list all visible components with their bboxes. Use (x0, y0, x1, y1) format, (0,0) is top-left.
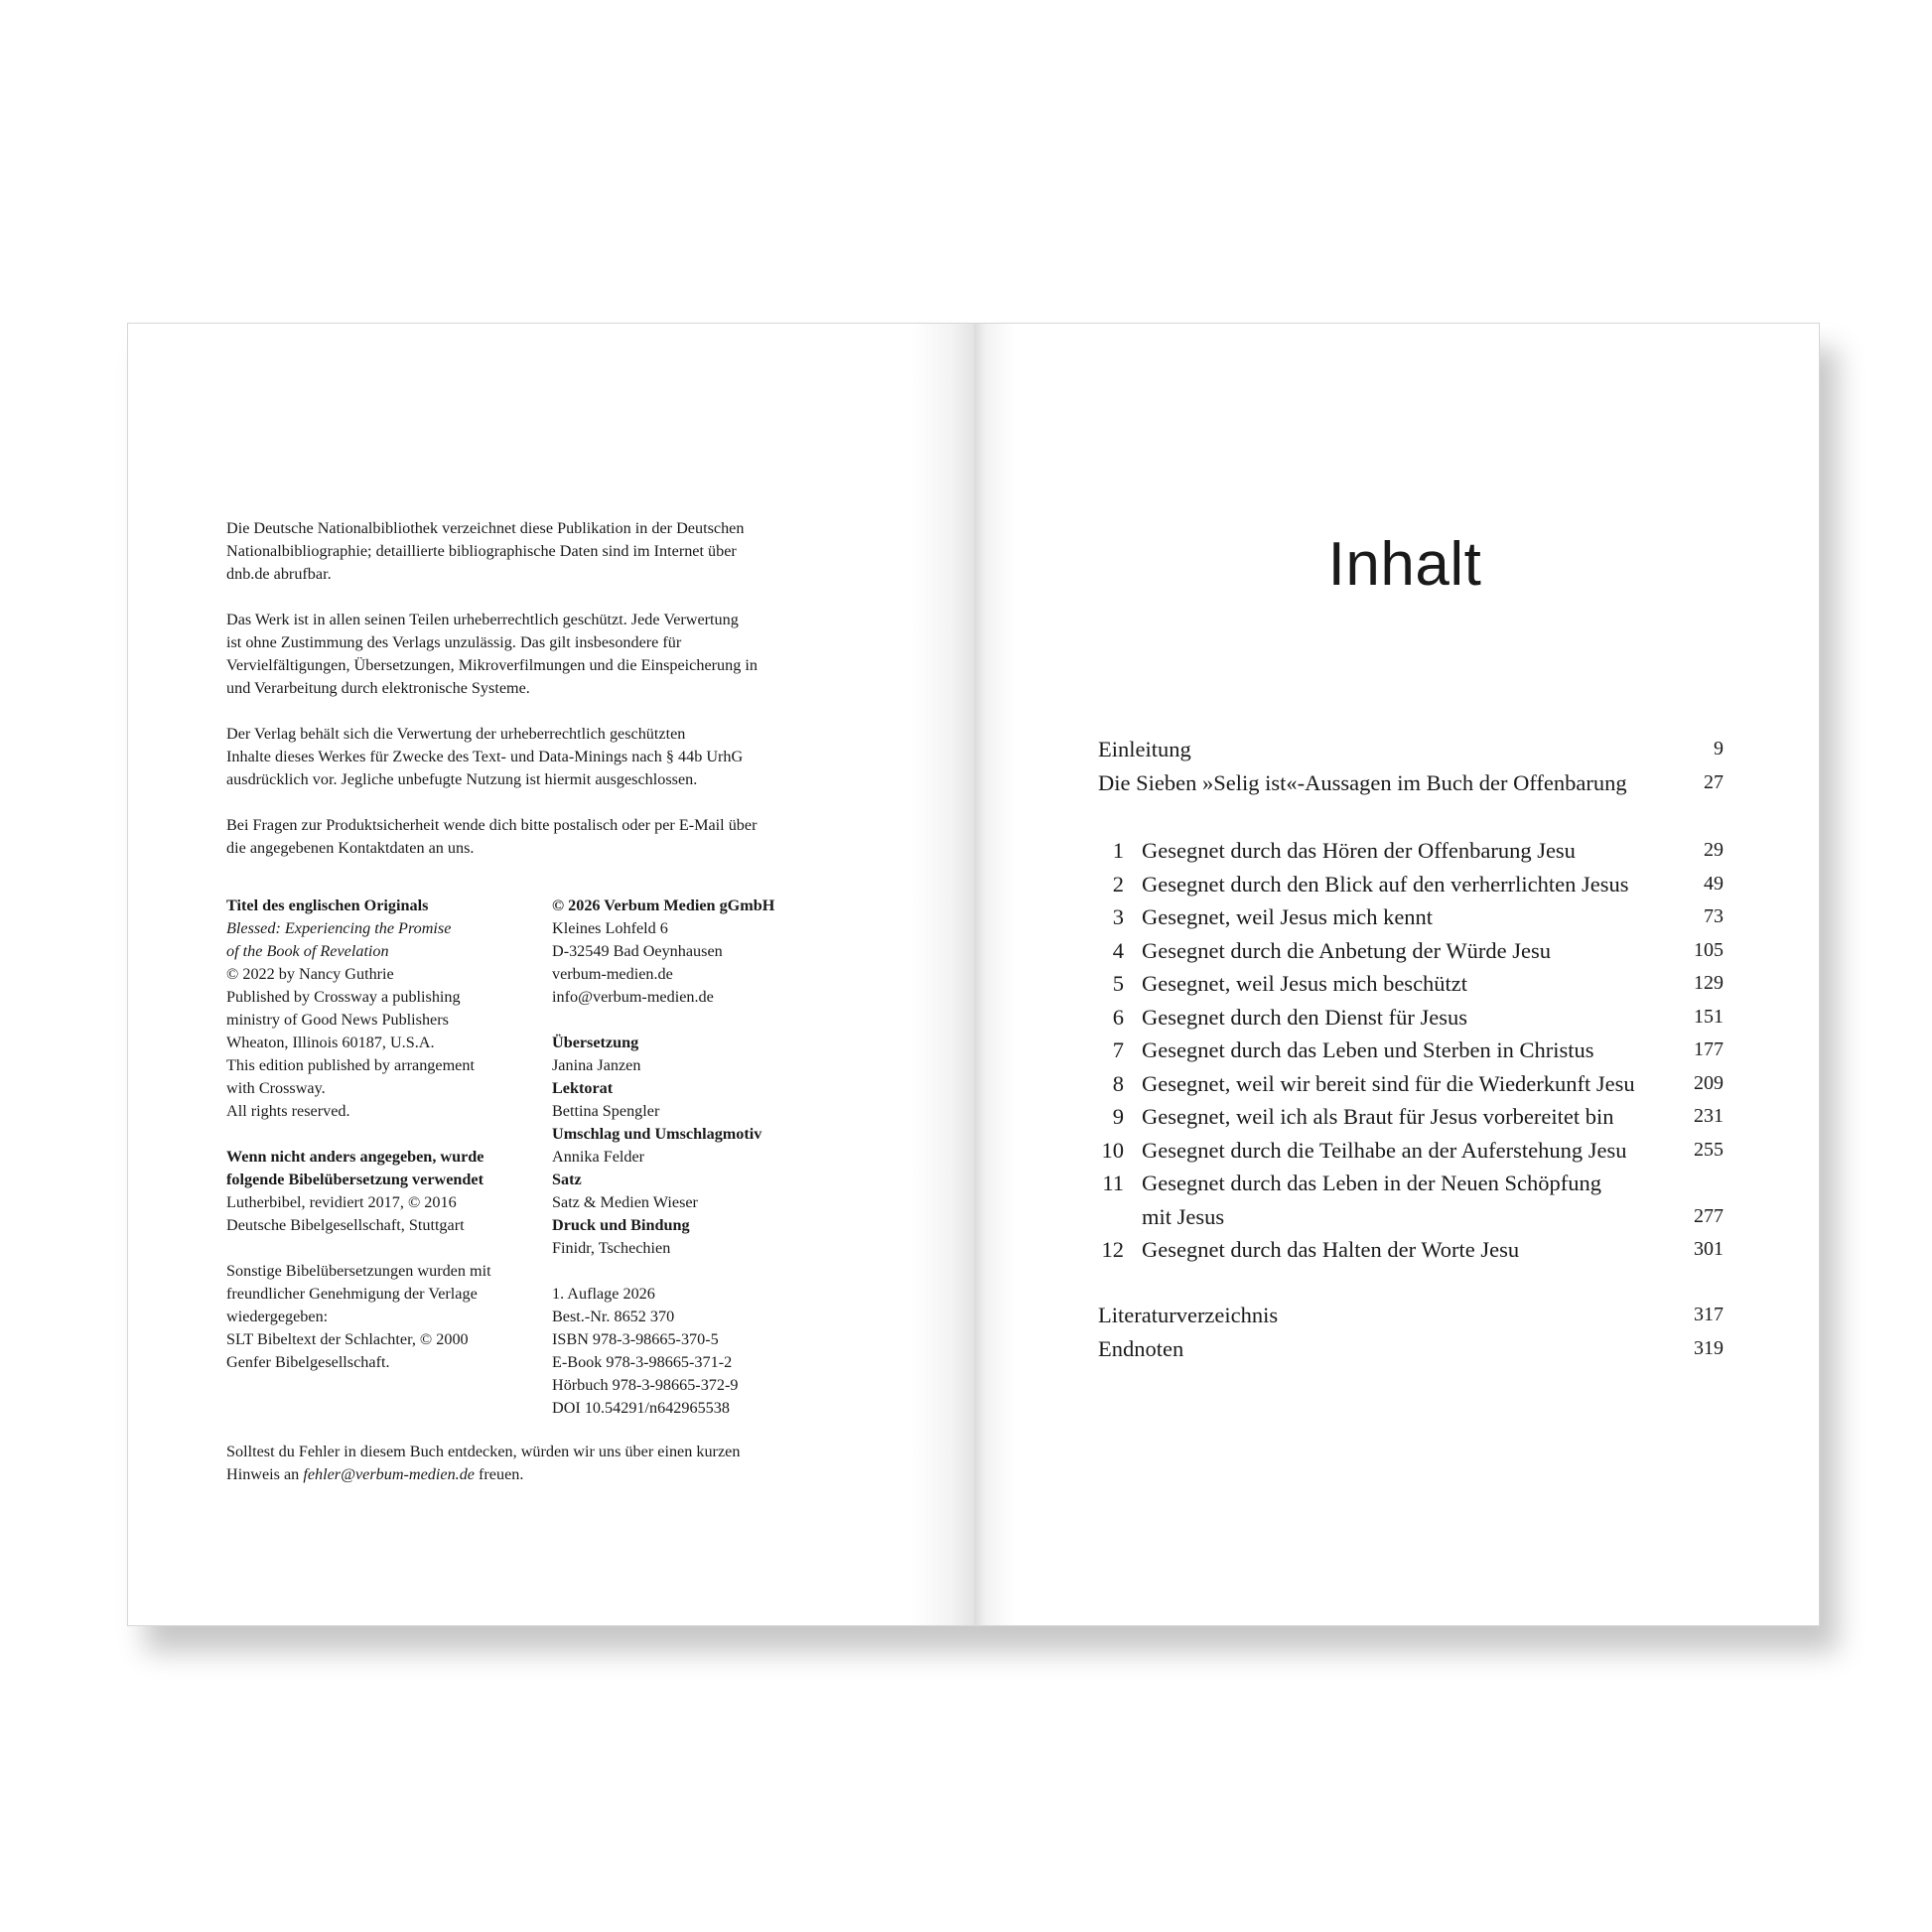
chapter-title: Gesegnet durch den Blick auf den verherrlichten Jesus (1142, 871, 1629, 897)
chapter-number: 12 (1101, 1237, 1124, 1262)
chapter-title: Gesegnet durch das Leben und Sterben in Christus (1142, 1037, 1594, 1062)
text-line: Published by Crossway a publishing (226, 988, 461, 1006)
error-report-notice (226, 1441, 832, 1486)
chapter-title: Gesegnet durch das Leben in der Neuen Schöpfung (1142, 1171, 1601, 1195)
toc-entry[interactable] (1098, 1299, 1724, 1332)
bible-heading: folgende Bibelübersetzung verwendet (226, 1171, 483, 1188)
text-line: Hörbuch 978-3-98665-372-9 (552, 1376, 739, 1394)
dnb-notice (226, 517, 832, 586)
original-title: of the Book of Revelation (226, 942, 389, 960)
chapter-page: 151 (1694, 1005, 1724, 1028)
text-line: © 2022 by Nancy Guthrie (226, 965, 394, 983)
text-line: Nationalbibliographie; detaillierte bibliographische Daten sind im Internet über (226, 542, 737, 560)
toc-entry[interactable] (1098, 733, 1724, 766)
credit-role: Druck und Bindung (552, 1216, 690, 1234)
chapter-page: 105 (1694, 938, 1724, 961)
text-line: Genfer Bibelgesellschaft. (226, 1353, 390, 1371)
text-line: und Verarbeitung durch elektronische Systeme. (226, 679, 530, 697)
toc-entry-page: 319 (1694, 1336, 1724, 1359)
chapter-title: Gesegnet durch die Teilhabe an der Auferstehung Jesu (1142, 1137, 1627, 1163)
publisher-heading: © 2026 Verbum Medien gGmbH (552, 897, 775, 914)
toc-entry[interactable] (1098, 1332, 1724, 1366)
contents-title: Inhalt (1327, 530, 1482, 599)
text-mining-notice (226, 723, 832, 791)
chapter-title: Gesegnet durch das Hören der Offenbarung Jesu (1142, 838, 1576, 863)
chapter-title: Gesegnet durch die Anbetung der Würde Jesu (1142, 937, 1551, 963)
toc-front-matter (1098, 733, 1724, 799)
toc-chapter[interactable] (1098, 1067, 1724, 1101)
toc-chapter[interactable] (1098, 1100, 1724, 1134)
bible-translation-block (226, 1146, 534, 1237)
text-line: die angegebenen Kontaktdaten an uns. (226, 839, 475, 857)
toc-chapter[interactable] (1098, 1167, 1724, 1233)
chapter-page: 277 (1694, 1204, 1724, 1227)
chapter-number: 8 (1112, 1070, 1124, 1096)
text-line: ISBN 978-3-98665-370-5 (552, 1330, 719, 1348)
toc-entry-title: Einleitung (1098, 737, 1191, 761)
text-line: Lutherbibel, revidiert 2017, © 2016 (226, 1193, 457, 1211)
text-line: Wheaton, Illinois 60187, U.S.A. (226, 1034, 435, 1051)
bible-heading: Wenn nicht anders angegeben, wurde (226, 1148, 484, 1166)
text-line: Die Deutsche Nationalbibliothek verzeichnet diese Publikation in der Deutschen (226, 519, 745, 537)
book-spread (127, 323, 1820, 1626)
text-line: freundlicher Genehmigung der Verlage (226, 1285, 478, 1303)
chapter-number: 7 (1112, 1037, 1124, 1062)
toc-chapter[interactable] (1098, 1001, 1724, 1035)
toc-entry-title: Literaturverzeichnis (1098, 1303, 1279, 1327)
credit-name: Satz & Medien Wieser (552, 1193, 698, 1211)
toc-chapter[interactable] (1098, 934, 1724, 968)
text-fragment: Hinweis an (226, 1465, 304, 1483)
chapter-title: Gesegnet durch den Dienst für Jesus (1142, 1004, 1468, 1030)
text-line: dnb.de abrufbar. (226, 565, 332, 583)
credit-role: Satz (552, 1171, 582, 1188)
chapter-number: 2 (1112, 871, 1124, 897)
text-line: DOI 10.54291/n642965538 (552, 1399, 730, 1417)
toc-chapter[interactable] (1098, 1034, 1724, 1067)
text-line: Der Verlag behält sich die Verwertung der urheberrechtlich geschützten (226, 725, 686, 743)
text-line: Kleines Lohfeld 6 (552, 919, 668, 937)
text-line: SLT Bibeltext der Schlachter, © 2000 (226, 1330, 469, 1348)
toc-entry-page: 317 (1694, 1304, 1724, 1325)
text-line: wiedergegeben: (226, 1308, 329, 1325)
text-line: Sonstige Bibelübersetzungen wurden mit (226, 1262, 491, 1280)
error-email-link[interactable]: fehler@verbum-medien.de (303, 1465, 475, 1483)
chapter-title: Gesegnet durch das Halten der Worte Jesu (1142, 1237, 1520, 1262)
other-bibles-block (226, 1260, 534, 1374)
copyright-notice (226, 609, 832, 700)
credit-name: Finidr, Tschechien (552, 1239, 671, 1257)
toc-chapter[interactable] (1098, 967, 1724, 1001)
text-line: Best.-Nr. 8652 370 (552, 1308, 675, 1325)
toc-chapter[interactable] (1098, 834, 1724, 868)
contents-page (974, 323, 1820, 1626)
text-line: ministry of Good News Publishers (226, 1011, 449, 1029)
text-line: Inhalte dieses Werkes für Zwecke des Text- und Data-Minings nach § 44b UrhG (226, 748, 744, 765)
credit-role: Übersetzung (552, 1034, 639, 1051)
toc-entry[interactable] (1098, 766, 1724, 800)
text-line: E-Book 978-3-98665-371-2 (552, 1353, 733, 1371)
chapter-number: 10 (1101, 1137, 1124, 1163)
chapter-title: Gesegnet, weil Jesus mich beschützt (1142, 971, 1468, 996)
text-line: Vervielfältigungen, Übersetzungen, Mikroverfilmungen und die Einspeicherung in (226, 656, 758, 674)
publisher-block (552, 895, 840, 1009)
chapter-number: 4 (1112, 937, 1124, 963)
imprint-page (127, 323, 974, 1626)
original-title-heading: Titel des englischen Originals (226, 897, 429, 914)
text-line: Bei Fragen zur Produktsicherheit wende dich bitte postalisch oder per E-Mail über (226, 816, 758, 834)
original-title: Blessed: Experiencing the Promise (226, 919, 452, 937)
chapter-number: 6 (1112, 1004, 1124, 1030)
edition-block (552, 1283, 840, 1420)
toc-chapter[interactable] (1098, 1134, 1724, 1168)
credit-role: Lektorat (552, 1079, 614, 1097)
chapter-number: 11 (1102, 1171, 1124, 1195)
credit-name: Annika Felder (552, 1148, 645, 1166)
text-line: Solltest du Fehler in diesem Buch entdecken, würden wir uns über einen kurzen (226, 1443, 741, 1460)
product-safety-notice (226, 814, 832, 860)
toc-chapter[interactable] (1098, 868, 1724, 901)
chapter-number: 1 (1112, 838, 1124, 863)
toc-chapter[interactable] (1098, 900, 1724, 934)
chapter-number: 9 (1112, 1104, 1124, 1129)
text-line: Das Werk ist in allen seinen Teilen urheberrechtlich geschützt. Jede Verwertung (226, 611, 739, 628)
toc-back-matter (1098, 1299, 1724, 1365)
toc-entry-title: Endnoten (1098, 1335, 1184, 1361)
chapter-title: Gesegnet, weil Jesus mich kennt (1142, 904, 1434, 929)
toc-entry-title: Die Sieben »Selig ist«-Aussagen im Buch der Offenbarung (1098, 769, 1627, 795)
chapter-title: Gesegnet, weil ich als Braut für Jesus vorbereitet bin (1142, 1104, 1614, 1129)
text-fragment: freuen. (474, 1465, 524, 1483)
chapter-title-continued: mit Jesus (1142, 1203, 1225, 1229)
original-title-block (226, 895, 534, 1123)
text-line: 1. Auflage 2026 (552, 1285, 655, 1303)
chapter-title: Gesegnet, weil wir bereit sind für die Wiederkunft Jesu (1142, 1070, 1635, 1096)
chapter-page: 301 (1694, 1238, 1724, 1260)
chapter-page: 255 (1694, 1138, 1724, 1161)
chapter-page: 73 (1704, 905, 1724, 927)
chapter-page: 129 (1694, 972, 1724, 994)
credit-role: Umschlag und Umschlagmotiv (552, 1125, 762, 1143)
chapter-number: 5 (1112, 971, 1124, 996)
text-line: info@verbum-medien.de (552, 988, 714, 1006)
text-line: This edition published by arrangement (226, 1056, 475, 1074)
chapter-number: 3 (1112, 904, 1124, 929)
imprint-left-column (226, 895, 534, 1397)
imprint-legal-text (226, 517, 832, 883)
text-line: D-32549 Bad Oeynhausen (552, 942, 723, 960)
text-line: with Crossway. (226, 1079, 326, 1097)
imprint-right-column (552, 895, 840, 1443)
toc-chapter[interactable] (1098, 1233, 1724, 1267)
credit-name: Bettina Spengler (552, 1102, 660, 1120)
chapter-page: 49 (1704, 872, 1724, 895)
chapter-page: 209 (1694, 1071, 1724, 1094)
toc-entry-page: 27 (1704, 770, 1724, 793)
chapter-page: 177 (1694, 1038, 1724, 1060)
text-line: All rights reserved. (226, 1102, 350, 1120)
text-line: ausdrücklich vor. Jegliche unbefugte Nutzung ist hiermit ausgeschlossen. (226, 770, 698, 788)
toc-entry-page: 9 (1714, 738, 1724, 759)
credits-block (552, 1032, 840, 1260)
chapter-page: 231 (1694, 1105, 1724, 1127)
text-line: Deutsche Bibelgesellschaft, Stuttgart (226, 1216, 465, 1234)
chapter-page: 29 (1704, 839, 1724, 861)
text-line: ist ohne Zustimmung des Verlags unzulässig. Das gilt insbesondere für (226, 633, 682, 651)
credit-name: Janina Janzen (552, 1056, 641, 1074)
text-line (226, 1463, 832, 1486)
text-line: verbum-medien.de (552, 965, 673, 983)
toc-chapters (1098, 834, 1724, 1267)
